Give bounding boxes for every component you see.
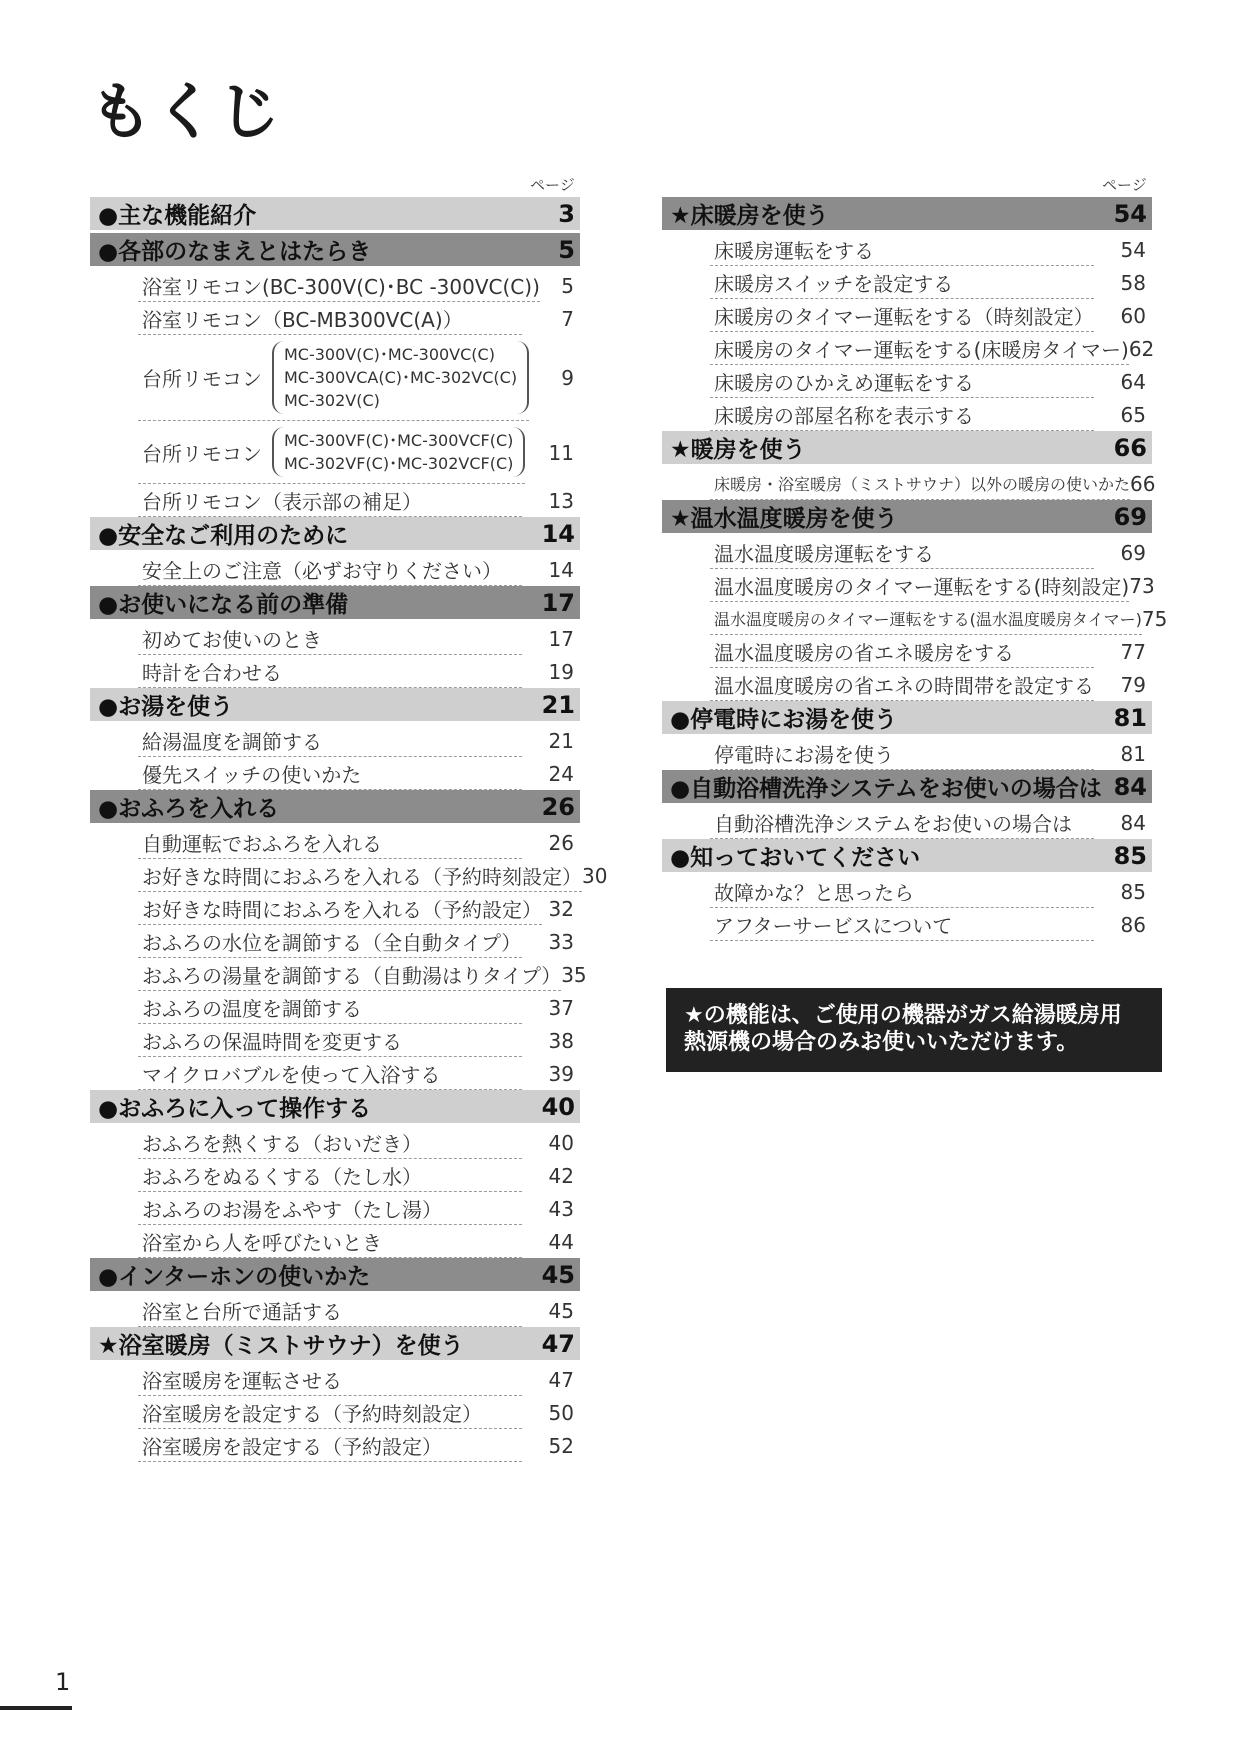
toc-section-heading[interactable] <box>90 1258 580 1291</box>
page-label-right: ページ <box>1102 176 1147 194</box>
model-name: MC-300VF(C)･MC-300VCF(C) <box>284 431 514 450</box>
toc-item-label: 床暖房運転をする <box>710 233 1094 266</box>
toc-item-label: 浴室リモコン(BC-300V(C)･BC -300VC(C)) <box>138 269 540 302</box>
toc-item[interactable] <box>662 635 1152 668</box>
toc-section-page: 17 <box>541 588 575 617</box>
toc-item-page: 40 <box>548 1130 574 1155</box>
toc-item-page: 5 <box>561 273 574 298</box>
feature-note <box>666 988 1162 1072</box>
toc-section-label: ★暖房を使う <box>670 437 806 463</box>
toc-section-page: 40 <box>541 1092 575 1121</box>
toc-section-page: 3 <box>558 199 575 228</box>
toc-item-page: 44 <box>548 1229 574 1254</box>
toc-item[interactable] <box>662 569 1155 602</box>
toc-item-label: 台所リモコン <box>142 367 262 391</box>
toc-item[interactable] <box>662 602 1168 635</box>
toc-item-page: 85 <box>1120 879 1146 904</box>
toc-left-column <box>90 197 608 1462</box>
toc-item-label: お好きな時間におふろを入れる（予約時刻設定） <box>138 859 582 892</box>
toc-item-page: 66 <box>1130 471 1156 496</box>
toc-item-label: マイクロバブルを使って入浴する <box>138 1057 522 1090</box>
toc-item-label: 台所リモコン <box>142 441 262 466</box>
toc-item[interactable] <box>90 859 608 892</box>
toc-item-label: 安全上のご注意（必ずお守りください） <box>138 553 522 586</box>
toc-item-page: 26 <box>548 830 574 855</box>
toc-section-heading[interactable] <box>90 586 580 619</box>
toc-item-page: 75 <box>1141 606 1168 631</box>
toc-item-page: 69 <box>1120 540 1146 565</box>
toc-item-label: アフターサービスについて <box>710 908 1094 941</box>
toc-item-page: 60 <box>1120 303 1146 328</box>
toc-item-page: 42 <box>548 1163 574 1188</box>
toc-item-label: 温水温度暖房のタイマー運転をする(温水温度暖房タイマー) <box>710 602 1142 635</box>
toc-item-label: 給湯温度を調節する <box>138 724 522 757</box>
toc-section-page: 14 <box>541 519 575 548</box>
toc-item[interactable] <box>90 1429 580 1462</box>
toc-item-page: 37 <box>548 995 574 1020</box>
toc-item-page: 43 <box>548 1196 574 1221</box>
toc-section-page: 84 <box>1113 772 1147 801</box>
toc-item[interactable] <box>90 1225 580 1258</box>
toc-item[interactable] <box>90 925 580 958</box>
toc-section-page: 54 <box>1113 199 1147 228</box>
toc-item[interactable] <box>662 668 1152 701</box>
toc-item-label: 床暖房のタイマー運転をする（時刻設定） <box>710 299 1094 332</box>
toc-section-page: 47 <box>541 1329 575 1358</box>
toc-section-label: ★浴室暖房（ミストサウナ）を使う <box>98 1333 464 1359</box>
toc-item-page: 32 <box>548 896 574 921</box>
toc-section-label: ●自動浴槽洗浄システムをお使いの場合は <box>670 776 1102 802</box>
toc-item-label: 浴室暖房を設定する（予約時刻設定） <box>138 1396 522 1429</box>
toc-item-page: 79 <box>1120 672 1146 697</box>
toc-item-label: 停電時にお湯を使う <box>710 737 1094 770</box>
model-name: MC-302VF(C)･MC-302VCF(C) <box>284 454 514 473</box>
toc-item[interactable] <box>90 553 580 586</box>
toc-item-models-cell <box>138 421 525 484</box>
toc-right-column <box>662 197 1168 941</box>
page-number: 1 <box>55 1668 71 1696</box>
toc-item-label: おふろの水位を調節する（全自動タイプ） <box>138 925 522 958</box>
toc-item-page: 33 <box>548 929 574 954</box>
toc-item-page: 30 <box>582 863 608 888</box>
toc-section-label: ●各部のなまえとはたらき <box>98 239 372 265</box>
toc-item[interactable] <box>90 892 580 925</box>
toc-section-label: ●おふろを入れる <box>98 796 280 822</box>
toc-item-label: 初めてお使いのとき <box>138 622 522 655</box>
toc-section-page: 21 <box>541 690 575 719</box>
toc-item[interactable] <box>90 1396 580 1429</box>
toc-section-label: ●停電時にお湯を使う <box>670 707 898 733</box>
model-list-bracket <box>272 427 525 477</box>
toc-item-label: 温水温度暖房運転をする <box>710 536 1094 569</box>
toc-item-label: お好きな時間におふろを入れる（予約設定） <box>138 892 542 925</box>
toc-item[interactable] <box>662 398 1152 431</box>
toc-item-page: 38 <box>548 1028 574 1053</box>
toc-item[interactable] <box>90 1126 580 1159</box>
toc-section-heading[interactable] <box>90 233 580 266</box>
toc-item-label: おふろをぬるくする（たし水） <box>138 1159 522 1192</box>
toc-item-label: 温水温度暖房のタイマー運転をする(時刻設定) <box>710 569 1129 602</box>
toc-item-label: おふろを熱くする（おいだき） <box>138 1126 522 1159</box>
toc-item-label: おふろのお湯をふやす（たし湯） <box>138 1192 522 1225</box>
toc-section-heading[interactable] <box>90 790 580 823</box>
toc-item-label: 自動運転でおふろを入れる <box>138 826 522 859</box>
page-number-rule <box>0 1706 72 1710</box>
toc-section-page: 26 <box>541 792 575 821</box>
toc-section-heading[interactable] <box>662 500 1152 533</box>
toc-item-label: 浴室と台所で通話する <box>138 1294 522 1327</box>
toc-item[interactable] <box>90 302 580 335</box>
toc-item-page: 11 <box>548 440 574 465</box>
toc-item[interactable] <box>90 958 587 991</box>
toc-item-page: 13 <box>548 488 574 513</box>
toc-section-heading[interactable] <box>662 197 1152 230</box>
toc-section-page: 66 <box>1113 433 1147 462</box>
toc-item-label: 浴室から人を呼びたいとき <box>138 1225 522 1258</box>
toc-section-page: 5 <box>558 235 575 264</box>
toc-item-label: 自動浴槽洗浄システムをお使いの場合は <box>710 806 1094 839</box>
toc-item[interactable] <box>90 622 580 655</box>
toc-item[interactable] <box>662 536 1152 569</box>
toc-section-heading[interactable] <box>90 1090 580 1123</box>
toc-item-label: おふろの湯量を調節する（自動湯はりタイプ） <box>138 958 561 991</box>
toc-item[interactable] <box>90 757 580 790</box>
toc-item-page: 14 <box>548 557 574 582</box>
toc-item-page: 65 <box>1120 402 1146 427</box>
model-list-bracket <box>272 341 529 414</box>
toc-item-label: 浴室暖房を設定する（予約設定） <box>138 1429 522 1462</box>
toc-section-label: ●お使いになる前の準備 <box>98 592 349 618</box>
toc-section-page: 85 <box>1113 841 1147 870</box>
toc-section-label: ●知っておいてください <box>670 845 921 871</box>
toc-item[interactable] <box>662 299 1152 332</box>
toc-item[interactable] <box>90 1057 580 1090</box>
toc-item-page: 17 <box>548 626 574 651</box>
toc-item[interactable] <box>662 365 1152 398</box>
toc-section-heading[interactable] <box>662 701 1152 734</box>
toc-section-label: ●安全なご利用のために <box>98 523 349 549</box>
toc-item-page: 81 <box>1120 741 1146 766</box>
toc-item[interactable] <box>90 1294 580 1327</box>
toc-item-page: 58 <box>1120 270 1146 295</box>
model-name: MC-302V(C) <box>284 391 380 410</box>
page-title: もくじ <box>90 75 283 148</box>
toc-item[interactable] <box>662 266 1152 299</box>
toc-section-heading[interactable] <box>662 431 1152 464</box>
toc-item-page: 73 <box>1129 573 1155 598</box>
toc-item-page: 19 <box>548 659 574 684</box>
toc-section-heading[interactable] <box>662 770 1152 803</box>
model-name: MC-300VCA(C)･MC-302VC(C) <box>284 368 518 387</box>
toc-item-label: 温水温度暖房の省エネの時間帯を設定する <box>710 668 1094 701</box>
toc-item-label: 床暖房のタイマー運転をする(床暖房タイマー) <box>710 332 1129 365</box>
toc-section-label: ★温水温度暖房を使う <box>670 506 898 532</box>
toc-item-label: 浴室暖房を運転させる <box>138 1363 522 1396</box>
toc-item-label: 床暖房スイッチを設定する <box>710 266 1094 299</box>
toc-item-models[interactable] <box>90 421 580 484</box>
toc-item[interactable] <box>662 332 1155 365</box>
toc-section-label: ●お湯を使う <box>98 694 234 720</box>
toc-item[interactable] <box>662 467 1156 500</box>
toc-item[interactable] <box>90 724 580 757</box>
toc-item-label: 浴室リモコン（BC-MB300VC(A)） <box>138 302 522 335</box>
toc-section-label: ★床暖房を使う <box>670 203 829 229</box>
toc-item[interactable] <box>90 1159 580 1192</box>
toc-section-label: ●インターホンの使いかた <box>98 1264 371 1290</box>
toc-item-page: 47 <box>548 1367 574 1392</box>
toc-item-page: 21 <box>548 728 574 753</box>
toc-item[interactable] <box>90 1192 580 1225</box>
toc-item-page: 62 <box>1128 336 1155 361</box>
toc-item-label: 台所リモコン（表示部の補足） <box>138 484 522 517</box>
toc-item[interactable] <box>90 269 580 302</box>
toc-section-page: 45 <box>541 1260 575 1289</box>
toc-item-label: 故障かな？と思ったら <box>710 875 1094 908</box>
feature-note-line2: 熱源機の場合のみお使いいただけます。 <box>684 1030 1079 1055</box>
toc-section-heading[interactable] <box>662 839 1152 872</box>
toc-item-label: おふろの保温時間を変更する <box>138 1024 522 1057</box>
toc-item-label: 床暖房の部屋名称を表示する <box>710 398 1094 431</box>
toc-section-label: ●主な機能紹介 <box>98 203 257 229</box>
toc-item-page: 52 <box>548 1433 574 1458</box>
toc-item[interactable] <box>90 1363 580 1396</box>
toc-item-page: 64 <box>1120 369 1146 394</box>
toc-item[interactable] <box>90 484 580 517</box>
toc-section-label: ●おふろに入って操作する <box>98 1096 372 1122</box>
toc-item-label: おふろの温度を調節する <box>138 991 522 1024</box>
toc-item-label: 床暖房・浴室暖房（ミストサウナ）以外の暖房の使いかた <box>710 467 1130 500</box>
toc-item[interactable] <box>662 806 1152 839</box>
toc-item-label: 温水温度暖房の省エネ暖房をする <box>710 635 1094 668</box>
feature-note-line1: ★の機能は、ご使用の機器がガス給湯暖房用 <box>684 1003 1122 1028</box>
toc-item-page: 84 <box>1120 810 1146 835</box>
toc-item[interactable] <box>90 991 580 1024</box>
toc-item-page: 24 <box>548 761 574 786</box>
toc-item[interactable] <box>662 737 1152 770</box>
toc-item[interactable] <box>662 908 1152 941</box>
toc-item[interactable] <box>90 655 580 688</box>
toc-section-heading[interactable] <box>90 688 580 721</box>
toc-item[interactable] <box>662 875 1152 908</box>
toc-item[interactable] <box>662 233 1152 266</box>
toc-item-label: 時計を合わせる <box>138 655 522 688</box>
toc-item[interactable] <box>90 1024 580 1057</box>
toc-item-page: 50 <box>548 1400 574 1425</box>
toc-section-heading[interactable] <box>90 197 580 230</box>
toc-item-page: 39 <box>548 1061 574 1086</box>
toc-item-models[interactable] <box>90 335 580 421</box>
toc-item-page: 35 <box>561 962 587 987</box>
toc-section-page: 69 <box>1113 502 1147 531</box>
toc-item-models-cell <box>138 335 529 421</box>
model-name: MC-300V(C)･MC-300VC(C) <box>284 345 495 364</box>
toc-section-heading[interactable] <box>90 517 580 550</box>
toc-section-page: 81 <box>1113 703 1147 732</box>
toc-item-page: 9 <box>561 366 574 390</box>
toc-item-page: 77 <box>1120 639 1146 664</box>
toc-item-label: 優先スイッチの使いかた <box>138 757 522 790</box>
toc-section-heading[interactable] <box>90 1327 580 1360</box>
toc-item-page: 7 <box>561 306 574 331</box>
page-label-left: ページ <box>530 176 575 194</box>
toc-item-page: 45 <box>548 1298 574 1323</box>
toc-item-page: 54 <box>1120 237 1146 262</box>
toc-item[interactable] <box>90 826 580 859</box>
toc-item-page: 86 <box>1120 912 1146 937</box>
toc-item-label: 床暖房のひかえめ運転をする <box>710 365 1094 398</box>
